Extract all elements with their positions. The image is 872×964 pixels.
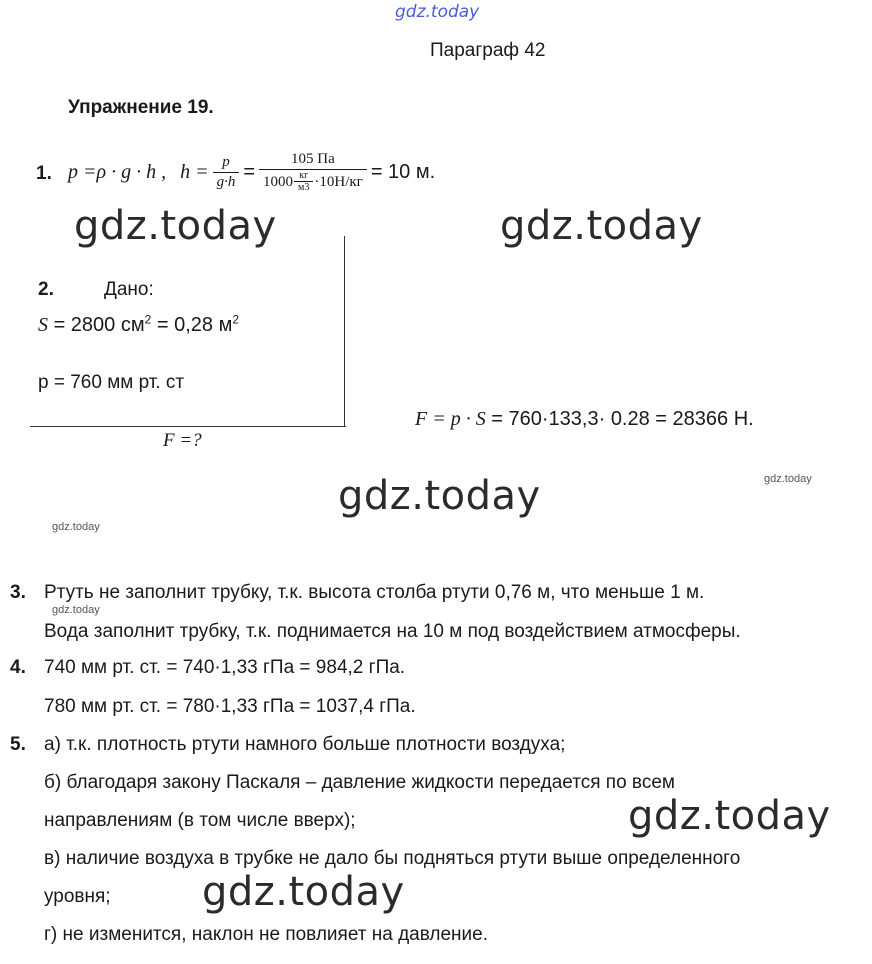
watermark-small: gdz.today xyxy=(52,521,100,533)
item-number: 5. xyxy=(10,734,26,755)
fraction-numerator: p xyxy=(222,153,230,170)
pressure-given: p = 760 мм рт. ст xyxy=(38,372,185,393)
answer-line: б) благодаря закону Паскаля – давление жидкости передается по всем xyxy=(44,772,675,793)
paragraph-title: Параграф 42 xyxy=(430,40,546,61)
fraction-denominator: g·h xyxy=(213,172,240,191)
answer-line: направлениям (в том числе вверх); xyxy=(44,810,356,831)
formula-1 xyxy=(68,146,435,198)
answer-line: уровня; xyxy=(44,886,111,907)
fraction-numerator: 105 Па xyxy=(291,151,335,167)
watermark: gdz.today xyxy=(202,869,405,915)
given-divider-horizontal xyxy=(30,426,346,427)
area-given xyxy=(38,314,239,337)
gravity-value: ·10Н/кг xyxy=(314,173,363,190)
watermark: gdz.today xyxy=(628,793,831,839)
density-unit xyxy=(294,171,313,193)
formula-h-label: h = xyxy=(180,160,209,183)
answer-line: г) не изменится, наклон не повлияет на давление. xyxy=(44,924,489,945)
watermark-small: gdz.today xyxy=(764,473,812,485)
equals-sign: = xyxy=(243,160,256,183)
area-variable: S xyxy=(38,314,48,336)
item-number: 2. xyxy=(38,279,54,300)
answer-line: а) т.к. плотность ртути намного больше плотности воздуха; xyxy=(44,734,566,755)
item-number: 4. xyxy=(10,657,26,678)
force-solution xyxy=(415,408,754,431)
answer-line: в) наличие воздуха в трубке не дало бы подняться ртути выше определенного xyxy=(44,848,741,869)
fraction-p-gh xyxy=(213,154,240,191)
area-value-cm: = 2800 см xyxy=(53,314,145,336)
area-value-m: = 0,28 м xyxy=(156,314,233,336)
formula-pressure: p =ρ · g · h , xyxy=(68,160,167,183)
exponent: 2 xyxy=(232,312,240,327)
unit-denominator: м3 xyxy=(294,181,313,193)
item-number: 3. xyxy=(10,582,26,603)
fraction-values xyxy=(259,151,367,193)
watermark: gdz.today xyxy=(74,203,277,249)
find-force: F =? xyxy=(163,430,202,451)
answer-line: Вода заполнит трубку, т.к. поднимается на 10 м под воздействием атмосферы. xyxy=(44,621,741,642)
watermark-small: gdz.today xyxy=(52,604,100,616)
watermark: gdz.today xyxy=(500,203,703,249)
answer-line: 740 мм рт. ст. = 740·1,33 гПа = 984,2 гПа. xyxy=(44,657,406,678)
density-value: 1000 xyxy=(263,173,294,190)
force-value: = 760·133,3· 0.28 = 28366 Н. xyxy=(491,408,754,430)
given-label: Дано: xyxy=(104,279,154,300)
answer-line: 780 мм рт. ст. = 780·1,33 гПа = 1037,4 гПа. xyxy=(44,696,416,717)
watermark: gdz.today xyxy=(338,473,541,519)
watermark-top: gdz.today xyxy=(395,2,480,22)
answer-line: Ртуть не заполнит трубку, т.к. высота столба ртути 0,76 м, что меньше 1 м. xyxy=(44,582,705,603)
result-value: = 10 м. xyxy=(370,160,436,183)
force-formula: F = p · S xyxy=(415,408,486,430)
fraction-denominator xyxy=(259,169,367,193)
exercise-title: Упражнение 19. xyxy=(68,97,214,118)
exponent: 2 xyxy=(144,312,152,327)
item-number: 1. xyxy=(36,163,52,184)
given-divider-vertical xyxy=(344,236,345,426)
unit-numerator: кг xyxy=(299,170,309,181)
